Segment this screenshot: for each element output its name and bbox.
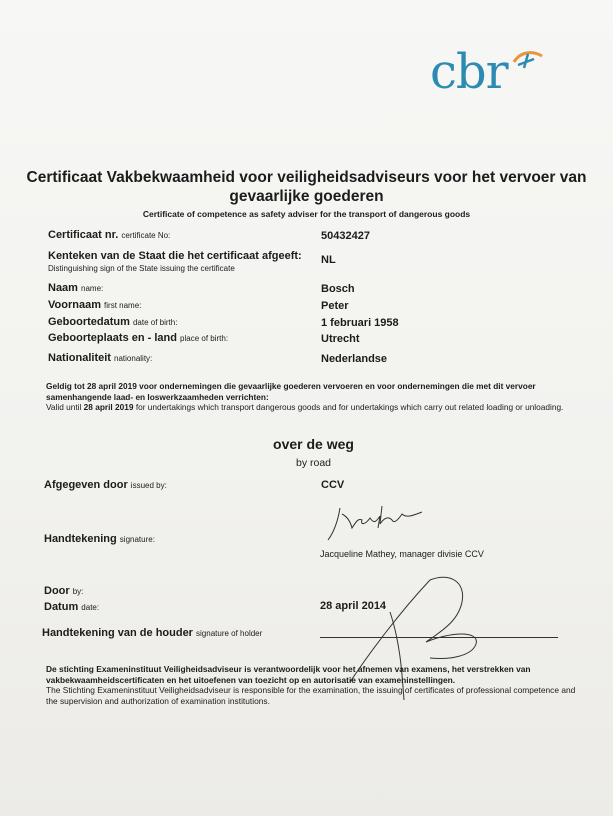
- field-state-sign-label: [48, 250, 302, 262]
- label-en: first name:: [104, 301, 142, 310]
- field-name-label: [48, 282, 103, 294]
- label-en: signature:: [119, 535, 155, 544]
- field-dob-value: 1 februari 1958: [321, 317, 399, 329]
- label-nl: Voornaam: [48, 299, 101, 311]
- page-title: Certificaat Vakbekwaamheid voor veiligheidsadviseurs voor het vervoer van gevaarlijke goederen: [26, 169, 587, 205]
- field-dob-label: [48, 316, 177, 328]
- label-nl: Handtekening van de houder: [42, 627, 193, 639]
- logo-swoosh-icon: [510, 48, 544, 72]
- transport-mode-nl: over de weg: [273, 436, 354, 452]
- footer-en: The Stichting Exameninstituut Veiligheidsadviseur is responsible for the examination, the issuing of certificates of professional competence and the supervision and authorization of examination institutions.: [46, 685, 576, 706]
- label-nl: Naam: [48, 282, 78, 294]
- field-name-value: Bosch: [321, 283, 355, 295]
- validity-nl: Geldig tot 28 april 2019 voor ondernemingen die gevaarlijke goederen vervoeren en voor ondernemingen die met dit vervoer samenhangende laad- en loswerkzaamheden verrichten:: [46, 381, 536, 402]
- label-nl: Kenteken van de Staat die het certificaat afgeeft:: [48, 250, 302, 262]
- validity-en: [46, 402, 586, 413]
- label-nl: Certificaat nr.: [48, 229, 119, 241]
- label-en: signature of holder: [196, 629, 263, 638]
- validity-en-date: 28 april 2019: [83, 402, 134, 412]
- cbr-logo: [430, 44, 508, 100]
- label-en: certificate No:: [121, 231, 171, 240]
- page-subtitle: Certificate of competence as safety adviser for the transport of dangerous goods: [142, 209, 471, 219]
- logo-text: cbr: [430, 44, 508, 100]
- label-nl: Handtekening: [44, 533, 117, 545]
- signature-label: [44, 533, 155, 545]
- field-certificate-no-label: [48, 229, 170, 241]
- label-en: place of birth:: [180, 334, 229, 343]
- issuer-signature-image: [322, 500, 432, 545]
- validity-en-prefix: Valid until: [46, 402, 82, 412]
- date-label: [44, 601, 99, 613]
- footer-text: [46, 664, 586, 706]
- label-en: date:: [81, 603, 100, 612]
- validity-paragraph: [46, 381, 586, 413]
- field-pob-value: Utrecht: [321, 333, 360, 345]
- field-certificate-no-value: 50432427: [321, 230, 370, 242]
- label-en: date of birth:: [132, 318, 178, 327]
- transport-mode-en: by road: [295, 457, 332, 469]
- field-nationality-label: [48, 352, 152, 364]
- footer-nl: De stichting Exameninstituut Veiligheidsadviseur is verantwoordelijk voor het afnemen van examens, het verstrekken van vakbekwaamheidscertificaten en het uitoefenen van toezicht op en autorisatie van exameninstellingen.: [46, 664, 531, 685]
- holder-signature-label: [42, 627, 262, 639]
- label-nl: Geboorteplaats en - land: [48, 332, 177, 344]
- signer-name: Jacqueline Mathey, manager divisie CCV: [320, 549, 484, 559]
- issued-by-value: CCV: [321, 479, 345, 491]
- label-nl: Nationaliteit: [48, 352, 111, 364]
- label-nl: Datum: [44, 601, 79, 613]
- label-en: name:: [81, 284, 104, 293]
- field-nationality-value: Nederlandse: [321, 353, 388, 365]
- field-first-name-label: [48, 299, 141, 311]
- issued-by-label: [44, 479, 167, 491]
- field-state-sign-value: NL: [321, 254, 336, 266]
- label-nl: Geboortedatum: [48, 316, 130, 328]
- field-first-name-value: Peter: [321, 300, 349, 312]
- label-nl: Afgegeven door: [44, 479, 128, 491]
- label-en: by:: [72, 587, 84, 596]
- label-en: nationality:: [114, 354, 153, 363]
- label-nl: Door: [44, 585, 70, 597]
- field-pob-label: [48, 332, 228, 344]
- field-state-sign-label-en: Distinguishing sign of the State issuing the certificate: [48, 264, 235, 273]
- validity-en-rest: for undertakings which transport dangerous goods and for undertakings which carry out related loading or unloading.: [135, 402, 564, 412]
- date-value: 28 april 2014: [320, 600, 387, 612]
- label-en: issued by:: [130, 481, 167, 490]
- door-label: [44, 585, 83, 597]
